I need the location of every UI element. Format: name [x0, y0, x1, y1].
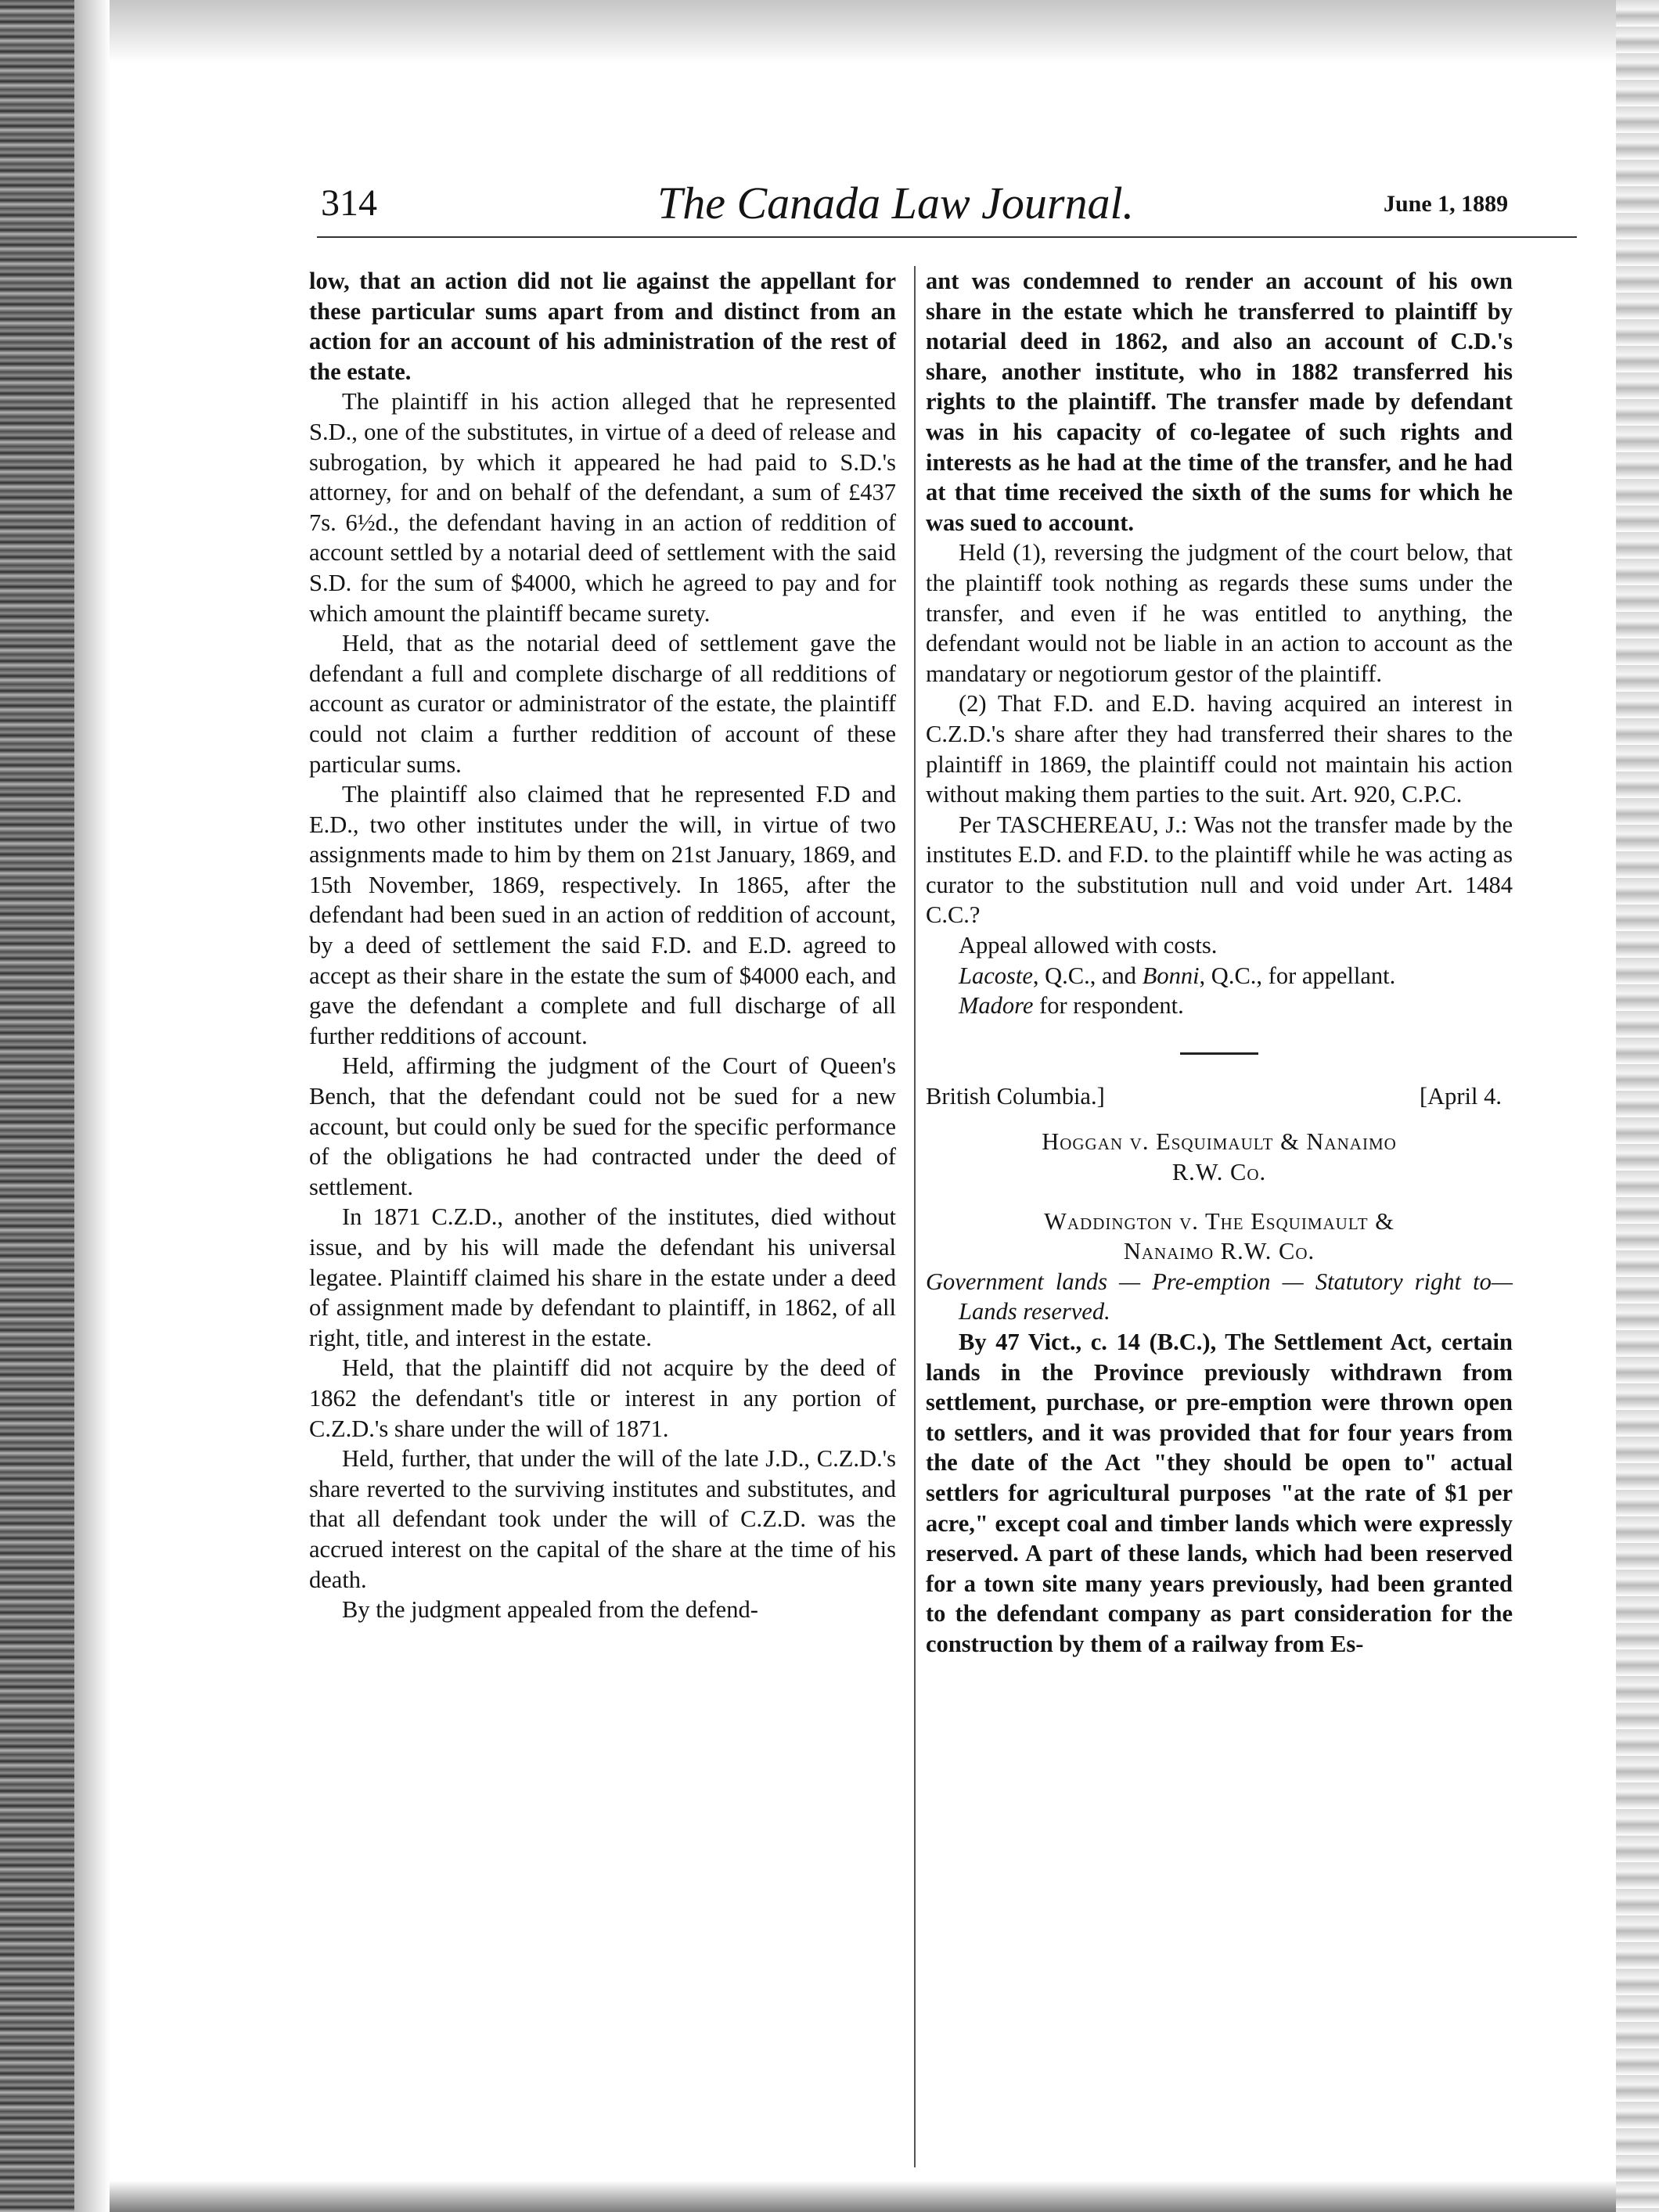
counsel-name: Madore: [959, 992, 1034, 1020]
scan-gutter-shadow: [74, 0, 110, 2212]
counsel-name: Lacoste: [959, 962, 1033, 989]
paragraph: low, that an action did not lie against the appellant for these particular sums apart from and distinct from an action for an account of his administration of the rest of the estate.: [309, 268, 896, 385]
case-title: [957, 1207, 1481, 1267]
paragraph: Held (1), reversing the judgment of the court below, that the plaintiff took nothing as regards these sums under the transfer, and even if he was entitled to anything, the defendant would not be liable in an action to account as the mandatary or negotiorum gestor of the plaintiff.: [926, 539, 1513, 687]
header-rule: [317, 236, 1577, 238]
header-date: June 1, 1889: [1384, 191, 1509, 217]
section-separator: [1180, 1052, 1258, 1055]
court-name: British Columbia.]: [926, 1082, 1105, 1110]
case-title-line: Waddington v. The Esquimault &: [1044, 1207, 1394, 1235]
case-title-line: Nanaimo R.W. Co.: [1123, 1238, 1315, 1265]
court-line: [926, 1081, 1513, 1112]
paragraph: By the judgment appealed from the defend-: [342, 1596, 758, 1624]
paragraph: Held, that the plaintiff did not acquire by the deed of 1862 the defendant's title or interest in any portion of C.Z.D.'s share under the will of 1871.: [309, 1354, 896, 1442]
paragraph: The plaintiff also claimed that he represented F.D and E.D., two other institutes under the will, in virtue of two assignments made to him by them on 21st January, 1869, and 15th November, 1869, respectively. In 1865, after the defendant had been sued in an action of reddition of account, by a deed of settlement the said F.D. and E.D. agreed to accept as their share in the estate the sum of $4000 each, and gave the defendant a complete and full discharge of all further redditions of account.: [309, 781, 896, 1049]
case-title-line: R.W. Co.: [1171, 1159, 1267, 1186]
page-header: [0, 0, 1659, 250]
case-title: [957, 1127, 1481, 1187]
paragraph: ant was condemned to render an account of his own share in the estate which he transferred to plaintiff by notarial deed in 1862, and also an account of C.D.'s share, another institute, who in 1882 transferred his rights to the plaintiff. The transfer made by defendant was in his capacity of co-legatee of such rights and interests as he had at the time of the transfer, and he had at that time received the sixth of the sums for which he was sued to account.: [926, 268, 1513, 536]
paragraph: By 47 Vict., c. 14 (B.C.), The Settlement Act, certain lands in the Province previously withdrawn from settlement, purchase, or pre-emption were thrown open to settlers, and it was provided that for four years from the date of the Act "they should be open to" actual settlers for agricultural purposes "at the rate of $1 per acre," except coal and timber lands which were expressly reserved. A part of these lands, which had been reserved for a town site many years previously, had been granted to the defendant company as part consideration for the construction by them of a railway from Es-: [926, 1329, 1513, 1657]
paragraph: Per TASCHEREAU, J.: Was not the transfer made by the institutes E.D. and F.D. to the plaintiff while he was acting as curator to the substitution null and void under Art. 1484 C.C.?: [926, 811, 1513, 929]
paragraph: Held, further, that under the will of the late J.D., C.Z.D.'s share reverted to the surviving institutes and substitutes, and that all defendant took under the will of C.Z.D. was the accrued interest on the capital of the share at the time of his death.: [309, 1445, 896, 1593]
counsel-respondent: [926, 991, 1513, 1021]
case-title-line: Hoggan v. Esquimault & Nanaimo: [1042, 1128, 1397, 1156]
left-column: [309, 266, 896, 1625]
court-date: [April 4.: [1419, 1082, 1502, 1110]
counsel-name: Bonni: [1142, 962, 1200, 989]
page-number: 314: [321, 182, 377, 224]
right-column: [926, 266, 1513, 1660]
scan-shadow-left: [0, 0, 74, 2212]
paragraph: (2) That F.D. and E.D. having acquired an interest in C.Z.D.'s share after they had transferred their shares to the plaintiff in 1869, the plaintiff could not maintain his action without making them parties to the suit. Art. 920, C.P.C.: [926, 690, 1513, 808]
paragraph: Held, that as the notarial deed of settlement gave the defendant a full and complete discharge of all redditions of account as curator or administrator of the estate, the plaintiff could not claim a further reddition of account of these particular sums.: [309, 630, 896, 778]
headnote: Government lands — Pre-emption — Statutory right to—Lands reserved.: [926, 1268, 1513, 1325]
counsel-text: for respondent.: [1033, 992, 1184, 1020]
paragraph: The plaintiff in his action alleged that he represented S.D., one of the substitutes, in virtue of a deed of release and subrogation, by which it appeared he had paid to S.D.'s attorney, for and on behalf of the defendant, a sum of £437 7s. 6½d., the defendant having in an action of reddition of account settled by a notarial deed of settlement with the said S.D. for the sum of $4000, which he agreed to pay and for which amount the plaintiff became surety.: [309, 388, 896, 627]
counsel-text: , Q.C., and: [1032, 962, 1143, 989]
journal-title: The Canada Law Journal.: [657, 178, 1135, 228]
scan-shadow-bottom: [110, 2181, 1616, 2212]
scan-shadow-right: [1616, 0, 1659, 2212]
column-divider: [914, 266, 916, 2167]
paragraph: Held, affirming the judgment of the Court of Queen's Bench, that the defendant could not be sued for a new account, but could only be sued for the specific performance of the obligations he had contracted under the deed of settlement.: [309, 1052, 896, 1200]
disposition: Appeal allowed with costs.: [959, 932, 1218, 959]
paragraph: In 1871 C.Z.D., another of the institutes, died without issue, and by his will made the defendant his universal legatee. Plaintiff claimed his share in the estate under a deed of assignment made by defendant to plaintiff, in 1862, of all right, title, and interest in the estate.: [309, 1203, 896, 1351]
counsel-appellant: [926, 961, 1513, 991]
counsel-text: , Q.C., for appellant.: [1199, 962, 1396, 989]
